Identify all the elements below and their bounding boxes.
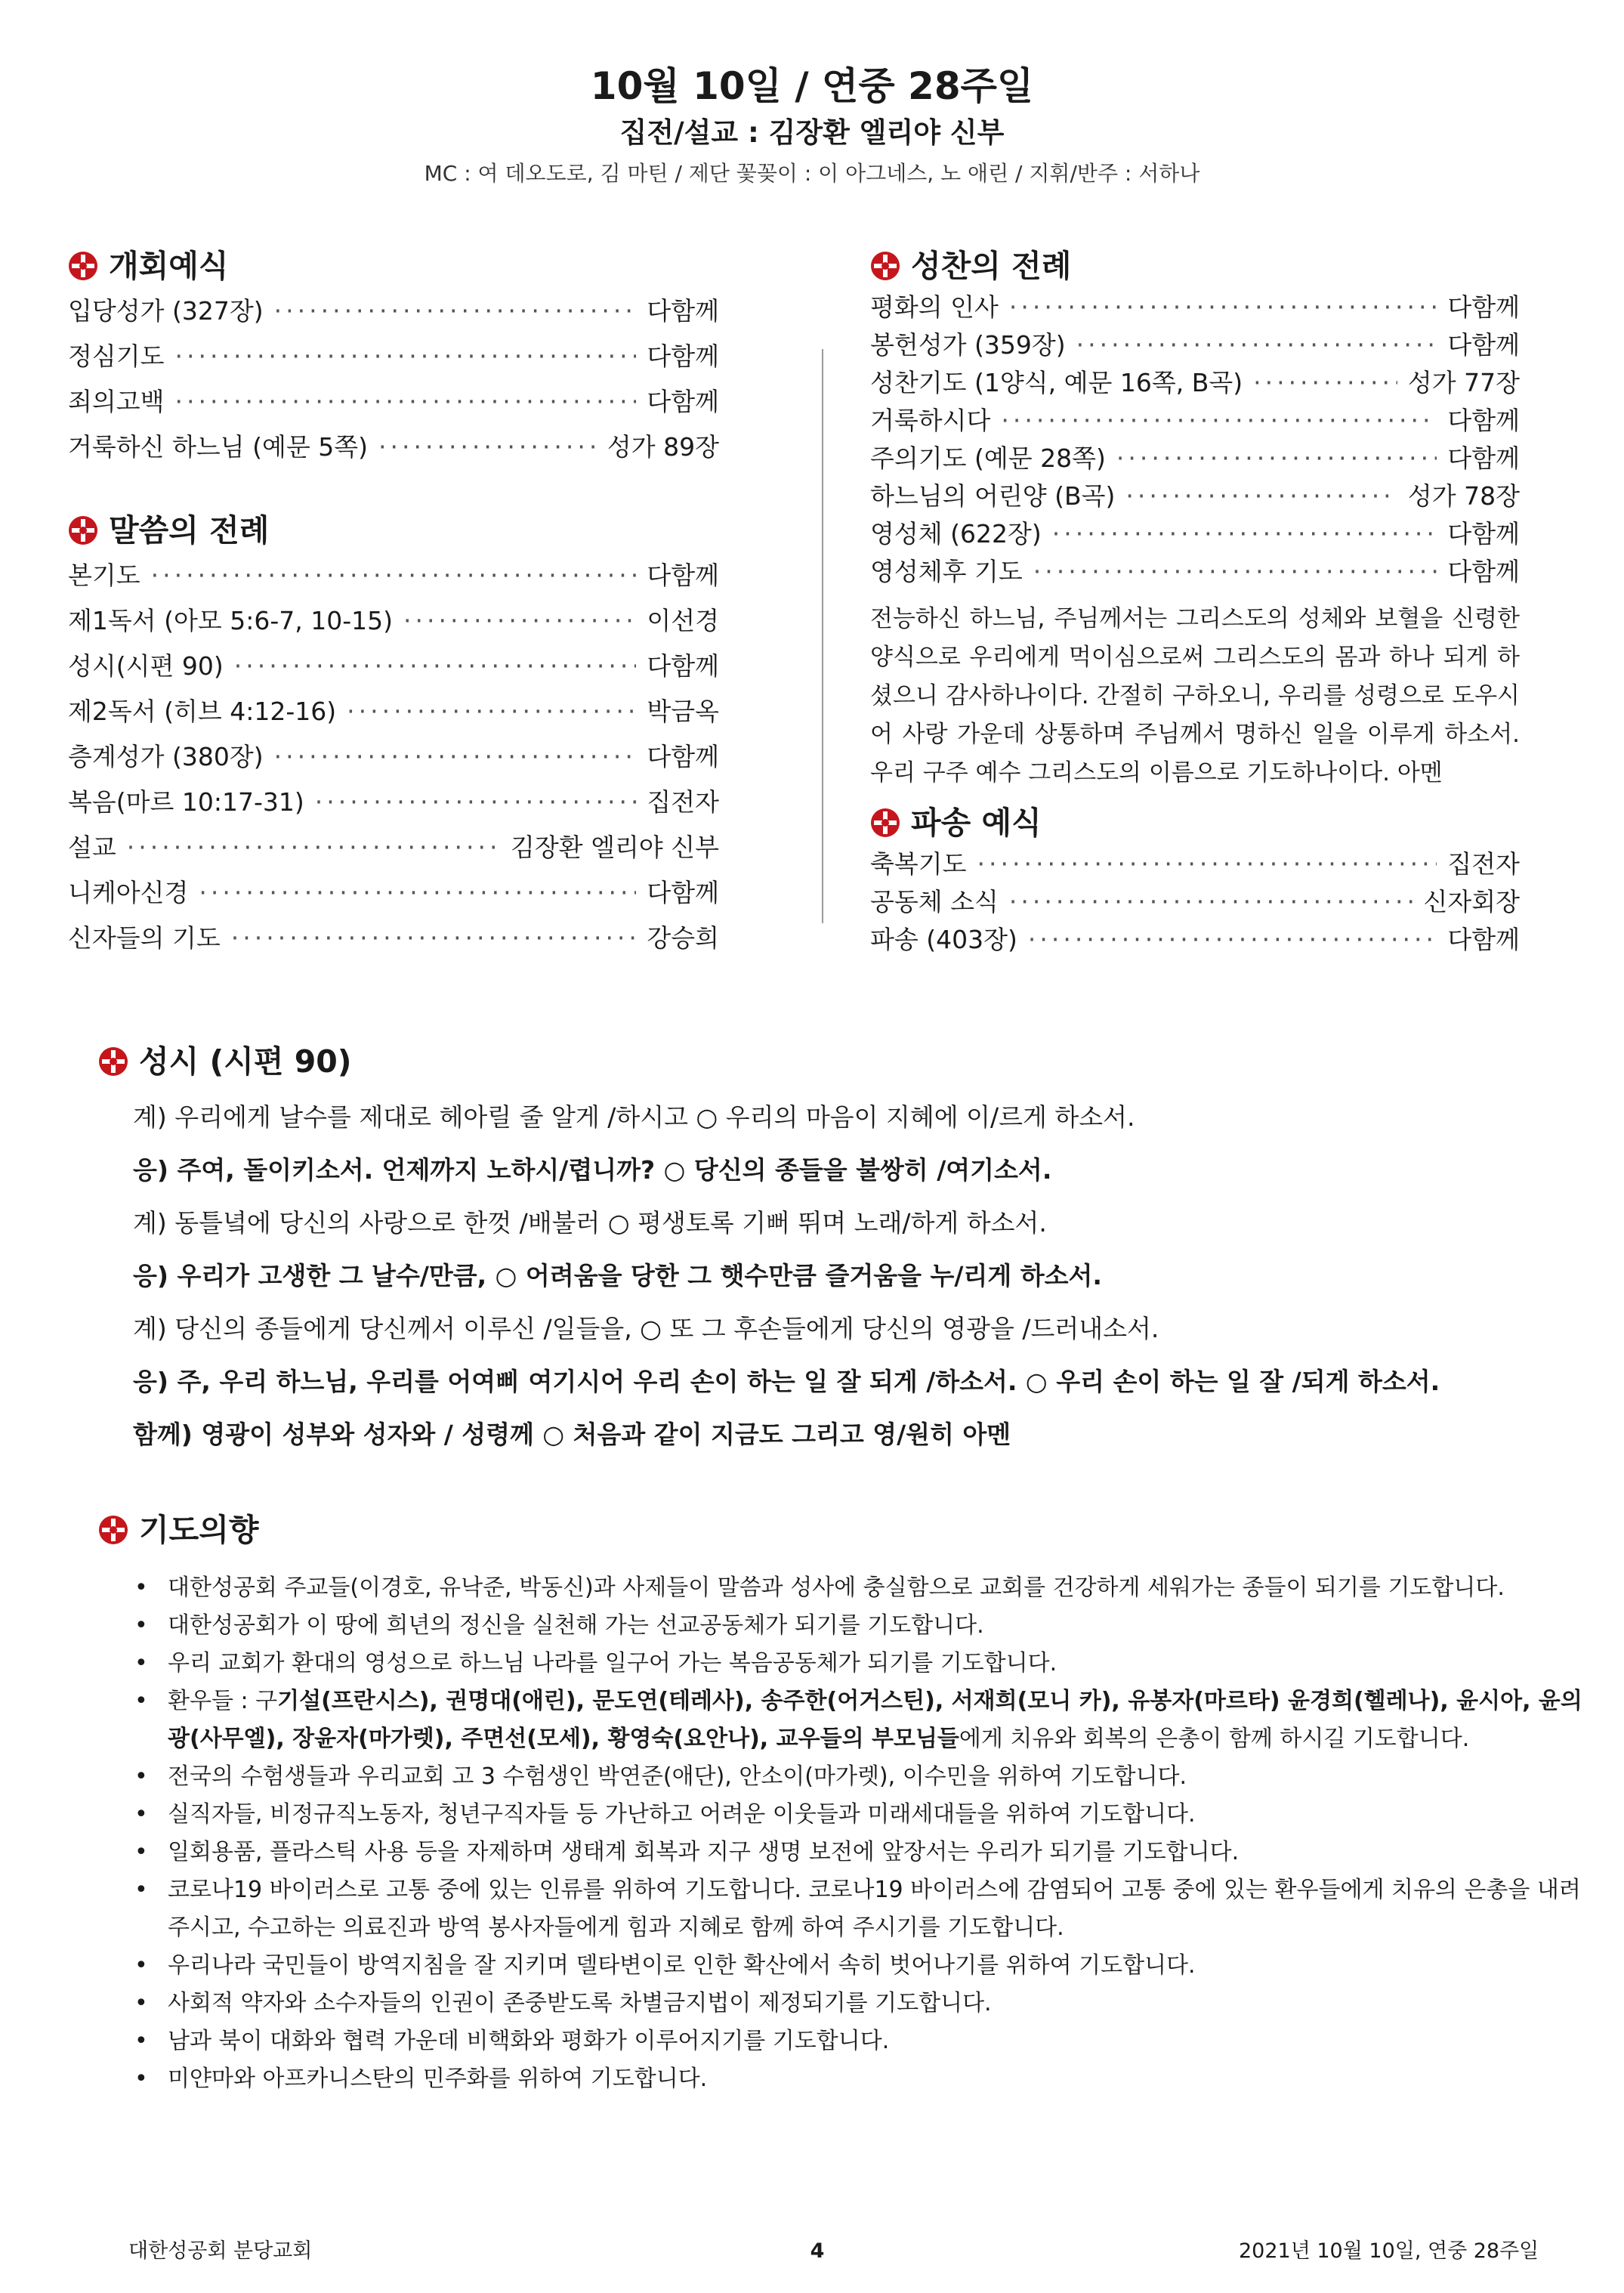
order-value: 다함께	[1447, 925, 1520, 954]
order-row	[870, 883, 1520, 921]
leader-dots	[1253, 364, 1397, 402]
page-title: 10월 10일 / 연중 28주일	[590, 64, 1034, 108]
footer-church: 대한성공회 분당교회	[128, 2239, 313, 2263]
leader-dots	[1001, 402, 1437, 440]
order-row	[68, 379, 719, 425]
intention-item: • 우리나라 국민들이 방역지침을 잘 지키며 델타변이로 인한 확산에서 속히 벗어나기를 위하여 기도합니다.	[134, 1947, 1586, 1985]
page-header	[0, 62, 1624, 189]
footer-date: 2021년 10월 10일, 연중 28주일	[1239, 2239, 1539, 2263]
order-label: 층계성가 (380장)	[68, 742, 264, 771]
order-label: 거룩하신 하느님 (예문 5쪽)	[68, 432, 368, 462]
order-row	[68, 289, 719, 334]
order-value: 신자회장	[1423, 887, 1520, 916]
order-label: 복음(마르 10:17-31)	[68, 787, 304, 817]
order-row	[68, 334, 719, 379]
order-label: 영성체 (622장)	[870, 519, 1042, 549]
red-cross-icon	[870, 808, 900, 838]
column-divider	[822, 349, 823, 923]
order-row	[68, 598, 719, 644]
leader-dots	[403, 598, 636, 644]
order-row	[870, 515, 1520, 553]
post-communion-prayer: 전능하신 하느님, 주님께서는 그리스도의 성체와 보혈을 신령한 양식으로 우리에게 먹이심으로써 그리스도의 몸과 하나 되게 하셨으니 감사하나이다. 간절히 구하오니, 우리를 성령으로 도우시어 사랑 가운데 상통하며 주님께서 명하신 일을 이루게 하소서. 우리 구주 예수 그리스도의 이름으로 기도하나이다. 아멘	[870, 605, 1520, 786]
intention-item: • 남과 북이 대화와 협력 가운데 비핵화와 평화가 이루어지기를 기도합니다.	[134, 2023, 1586, 2060]
order-row	[68, 425, 719, 470]
leader-dots	[175, 379, 637, 425]
leader-dots	[175, 334, 637, 379]
order-value: 다함께	[647, 561, 719, 590]
patients-lead: 환우들 : 구	[168, 1688, 278, 1714]
section-heading	[870, 243, 1520, 289]
order-label: 입당성가 (327장)	[68, 296, 264, 326]
order-row	[870, 364, 1520, 402]
red-cross-icon	[98, 1046, 128, 1077]
order-row	[68, 916, 719, 961]
section-title: 파송 예식	[911, 805, 1042, 841]
eucharist-list	[870, 289, 1520, 591]
section-heading	[98, 1039, 1571, 1084]
leader-dots	[231, 916, 637, 961]
leader-dots	[1009, 883, 1413, 921]
leader-dots	[1052, 515, 1437, 553]
leader-dots	[199, 870, 636, 916]
psalm-section	[98, 1039, 1571, 1473]
leader-dots	[315, 780, 637, 825]
order-label: 봉헌성가 (359장)	[870, 330, 1066, 360]
order-row	[870, 477, 1520, 515]
gathering-list	[68, 289, 719, 470]
leader-dots	[1033, 553, 1437, 591]
leader-dots	[1028, 921, 1437, 959]
left-column	[68, 243, 719, 961]
leader-dots	[1076, 326, 1437, 364]
leader-dots	[274, 734, 637, 780]
order-value: 다함께	[647, 341, 719, 371]
order-value: 다함께	[1447, 443, 1520, 473]
intention-item: • 코로나19 바이러스로 고통 중에 있는 인류를 위하여 기도합니다. 코로나19 바이러스에 감염되어 고통 중에 있는 환우들에게 치유의 은총을 내려주시고, 수고하는 의료진과 방역 봉사자들에게 힘과 지혜로 함께 하여 주시기를 기도합니다.	[134, 1871, 1586, 1947]
order-value: 강승희	[647, 923, 719, 953]
order-value: 다함께	[1447, 519, 1520, 549]
order-value: 이선경	[647, 606, 719, 635]
page-number: 4	[810, 2239, 825, 2263]
intention-item: • 우리 교회가 환대의 영성으로 하느님 나라를 일구어 가는 복음공동체가 되기를 기도합니다.	[134, 1645, 1586, 1683]
order-value: 김장환 엘리야 신부	[510, 833, 719, 862]
psalm-lines	[133, 1102, 1571, 1450]
celebrant-line: 집전/설교 : 김장환 엘리야 신부	[619, 116, 1005, 149]
order-label: 축복기도	[870, 849, 967, 879]
order-label: 정심기도	[68, 341, 165, 371]
word-list	[68, 553, 719, 961]
red-cross-icon	[98, 1515, 128, 1545]
right-column	[870, 243, 1520, 959]
intention-item: • 전국의 수험생들과 우리교회 고 3 수험생인 박연준(애단), 안소이(마가렛), 이수민을 위하여 기도합니다.	[134, 1758, 1586, 1796]
section-heading	[870, 800, 1520, 845]
credits-line: MC : 여 데오도로, 김 마틴 / 제단 꽃꽂이 : 이 아그네스, 노 애린 / 지휘/반주 : 서하나	[424, 161, 1200, 186]
order-label: 파송 (403장)	[870, 925, 1017, 954]
order-row	[68, 780, 719, 825]
order-value: 집전자	[647, 787, 719, 817]
order-row	[870, 921, 1520, 959]
section-heading	[98, 1507, 1586, 1553]
intention-item: • 일회용품, 플라스틱 사용 등을 자제하며 생태계 회복과 지구 생명 보전에 앞장서는 우리가 되기를 기도합니다.	[134, 1834, 1586, 1871]
section-heading	[68, 508, 719, 553]
leader-dots	[151, 553, 637, 598]
red-cross-icon	[68, 251, 98, 281]
order-value: 다함께	[1447, 406, 1520, 435]
order-label: 거룩하시다	[870, 406, 991, 435]
order-label: 주의기도 (예문 28쪽)	[870, 443, 1106, 473]
leader-dots	[1009, 289, 1437, 326]
order-label: 평화의 인사	[870, 292, 999, 322]
order-value: 성가 89장	[607, 432, 719, 462]
order-value: 박금옥	[647, 697, 719, 726]
leader-dots	[127, 825, 500, 870]
psalm-line: 응) 주, 우리 하느님, 우리를 어여삐 여기시어 우리 손이 하는 일 잘 되게 /하소서. ○ 우리 손이 하는 일 잘 /되게 하소서.	[133, 1367, 1440, 1396]
order-row	[870, 402, 1520, 440]
leader-dots	[378, 425, 597, 470]
psalm-line: 응) 우리가 고생한 그 날수/만큼, ○ 어려움을 당한 그 햇수만큼 즐거움을 누/리게 하소서.	[133, 1261, 1102, 1290]
order-value: 다함께	[647, 296, 719, 326]
psalm-line: 함께) 영광이 성부와 성자와 / 성령께 ○ 처음과 같이 지금도 그리고 영/원히 아멘	[133, 1420, 1011, 1449]
section-title: 말씀의 전례	[109, 512, 270, 549]
patients-names: 기설(프란시스), 권명대(애린), 문도연(테레사), 송주한(어거스틴), 서재희(모니 카), 유봉자(마르타) 윤경희(헬레나), 윤시아, 윤의광(사무엘), 장윤자(마가렛), 주면선(모세), 황영숙(요안나), 교우들의 부모님들	[168, 1688, 1582, 1752]
order-value: 다함께	[1447, 330, 1520, 360]
order-value: 다함께	[647, 742, 719, 771]
leader-dots	[1116, 440, 1437, 477]
order-row	[870, 440, 1520, 477]
order-row	[870, 326, 1520, 364]
order-value: 성가 77장	[1407, 368, 1520, 397]
order-row	[870, 845, 1520, 883]
psalm-line: 계) 당신의 종들에게 당신께서 이루신 /일들을, ○ 또 그 후손들에게 당신의 영광을 /드러내소서.	[133, 1314, 1159, 1343]
order-label: 영성체후 기도	[870, 557, 1023, 586]
order-row	[68, 870, 719, 916]
intention-item: • 대한성공회가 이 땅에 희년의 정신을 실천해 가는 선교공동체가 되기를 기도합니다.	[134, 1607, 1586, 1645]
intention-item: • 사회적 약자와 소수자들의 인권이 존중받도록 차별금지법이 제정되기를 기도합니다.	[134, 1985, 1586, 2023]
red-cross-icon	[870, 251, 900, 281]
order-label: 성시(시편 90)	[68, 651, 224, 681]
intention-item	[134, 1683, 1586, 1758]
order-label: 성찬기도 (1양식, 예문 16쪽, B곡)	[870, 368, 1243, 397]
psalm-line: 계) 우리에게 날수를 제대로 헤아릴 줄 알게 /하시고 ○ 우리의 마음이 지혜에 이/르게 하소서.	[133, 1102, 1135, 1132]
intention-list	[98, 1569, 1586, 2098]
leader-dots	[977, 845, 1437, 883]
order-value: 집전자	[1447, 849, 1520, 879]
section-title: 기도의향	[139, 1512, 259, 1548]
order-row	[870, 289, 1520, 326]
order-value: 성가 78장	[1407, 481, 1520, 511]
intention-item: • 대한성공회 주교들(이경호, 유낙준, 박동신)과 사제들이 말씀과 성사에 충실함으로 교회를 건강하게 세워가는 종들이 되기를 기도합니다.	[134, 1569, 1586, 1607]
order-value: 다함께	[647, 878, 719, 907]
order-label: 니케아신경	[68, 878, 189, 907]
leader-dots	[347, 689, 636, 734]
dismissal-list	[870, 845, 1520, 959]
order-label: 본기도	[68, 561, 140, 590]
intention-item: • 미얀마와 아프카니스탄의 민주화를 위하여 기도합니다.	[134, 2060, 1586, 2098]
order-label: 설교	[68, 833, 116, 862]
section-heading	[68, 243, 719, 289]
patients-tail: 에게 치유와 회복의 은총이 함께 하시길 기도합니다.	[959, 1726, 1470, 1752]
order-label: 죄의고백	[68, 387, 165, 416]
order-row	[68, 553, 719, 598]
order-label: 신자들의 기도	[68, 923, 221, 953]
section-title: 성찬의 전례	[911, 248, 1072, 284]
order-row	[68, 825, 719, 870]
order-label: 제1독서 (아모 5:6-7, 10-15)	[68, 606, 393, 635]
section-title: 성시 (시편 90)	[139, 1043, 352, 1080]
order-row	[870, 553, 1520, 591]
red-cross-icon	[68, 515, 98, 545]
psalm-line: 계) 동틀녘에 당신의 사랑으로 한껏 /배불러 ○ 평생토록 기뻐 뛰며 노래/하게 하소서.	[133, 1208, 1047, 1238]
leader-dots	[234, 644, 637, 689]
order-row	[68, 734, 719, 780]
order-row	[68, 644, 719, 689]
leader-dots	[1125, 477, 1397, 515]
order-row	[68, 689, 719, 734]
order-label: 하느님의 어린양 (B곡)	[870, 481, 1116, 511]
order-label: 공동체 소식	[870, 887, 999, 916]
leader-dots	[274, 289, 637, 334]
order-value: 다함께	[1447, 292, 1520, 322]
intentions-section	[98, 1507, 1586, 2098]
order-value: 다함께	[647, 651, 719, 681]
section-title: 개회예식	[109, 248, 229, 284]
psalm-line: 응) 주여, 돌이키소서. 언제까지 노하시/렵니까? ○ 당신의 종들을 불쌍히 /여기소서.	[133, 1155, 1052, 1185]
order-value: 다함께	[647, 387, 719, 416]
order-label: 제2독서 (히브 4:12-16)	[68, 697, 337, 726]
intention-item: • 실직자들, 비정규직노동자, 청년구직자들 등 가난하고 어려운 이웃들과 미래세대들을 위하여 기도합니다.	[134, 1796, 1586, 1834]
order-value: 다함께	[1447, 557, 1520, 586]
